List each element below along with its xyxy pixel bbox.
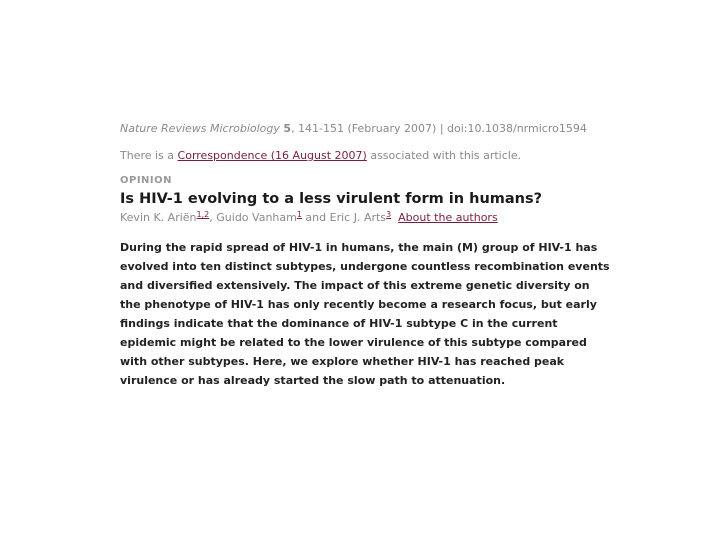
author-separator: and [301, 211, 330, 224]
notice-prefix: There is a [120, 149, 178, 162]
author-name: Eric J. Arts [329, 211, 387, 224]
volume-number: 5 [283, 122, 292, 135]
author-list [120, 211, 610, 225]
about-the-authors-link[interactable]: About the authors [398, 211, 498, 224]
author-affiliation-link[interactable]: 1,2 [196, 210, 210, 219]
notice-suffix: associated with this article. [366, 149, 522, 162]
article-page [120, 122, 610, 390]
journal-name: Nature Reviews Microbiology [120, 122, 280, 135]
author-affiliation-link[interactable]: 1 [296, 210, 302, 219]
author-affiliation-link[interactable]: 3 [386, 210, 392, 219]
author-name: Guido Vanham [216, 211, 297, 224]
correspondence-notice [120, 149, 610, 163]
article-title: Is HIV-1 evolving to a less virulent form in humans? [120, 191, 543, 207]
author-name: Kevin K. Ariën [120, 211, 197, 224]
author-separator: , [209, 211, 217, 224]
pages-date-doi: , 141-151 (February 2007) | doi:10.1038/nrmicro1594 [291, 122, 587, 135]
article-category: OPINION [120, 175, 173, 186]
citation-line [120, 122, 610, 136]
correspondence-link[interactable]: Correspondence (16 August 2007) [177, 149, 367, 162]
article-abstract: During the rapid spread of HIV-1 in humans, the main (M) group of HIV-1 has evolved into ten distinct subtypes, undergone countless recombination events and diversified extensively. The impact of this extreme genetic diversity on the phenotype of HIV-1 has only recently become a research focus, but early findings indicate that the dominance of HIV-1 subtype C in the current epidemic might be related to the lower virulence of this subtype compared with other subtypes. Here, we explore whether HIV-1 has reached peak virulence or has already started the slow path to attenuation. [120, 241, 610, 387]
